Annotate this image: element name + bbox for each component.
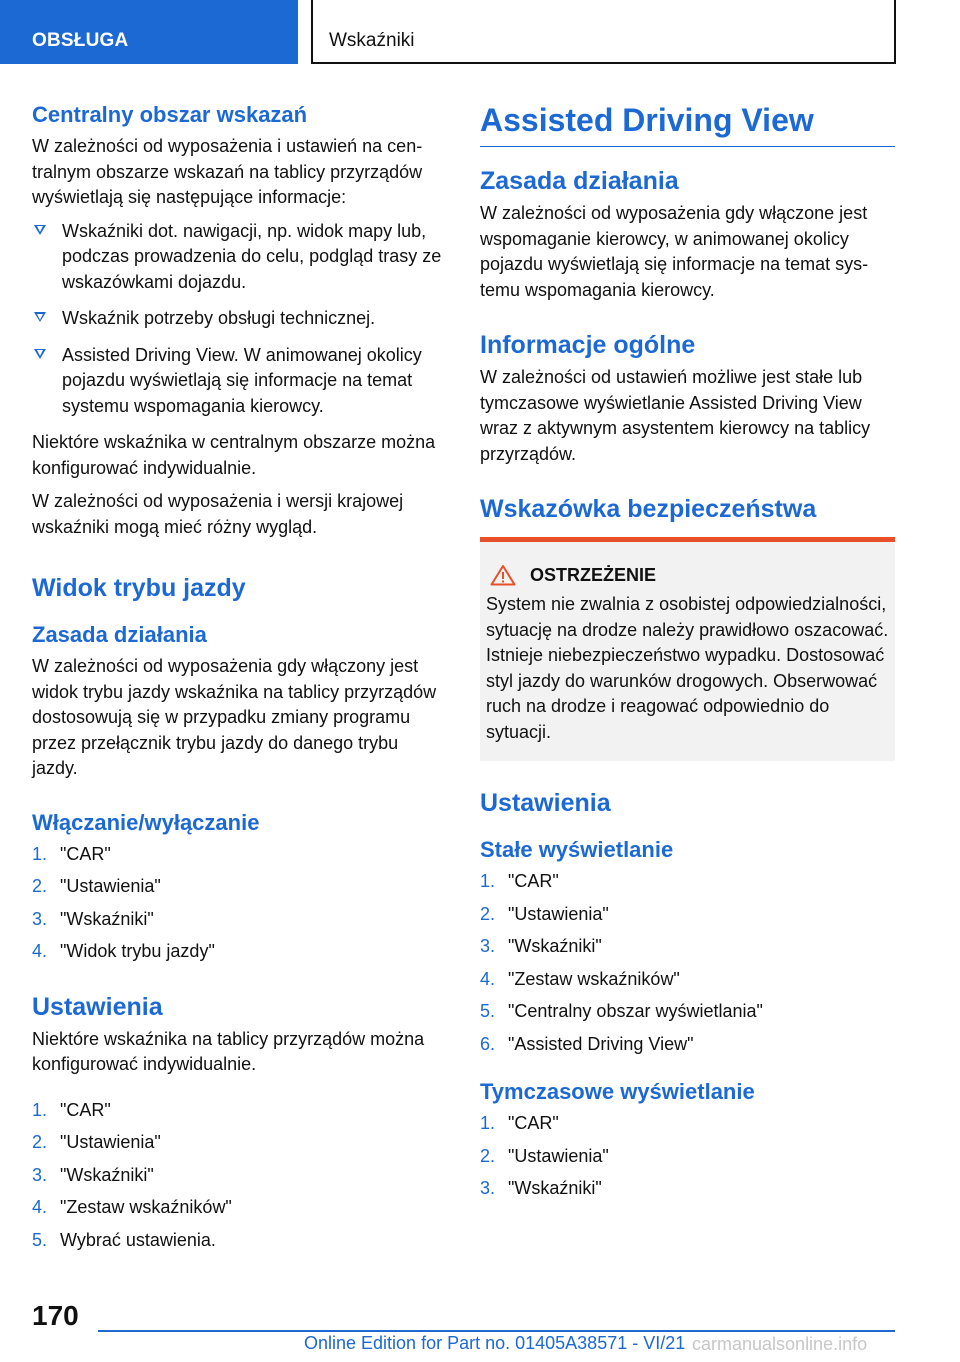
list-item: 2. "Ustawienia" (32, 1132, 161, 1152)
warning-title (486, 562, 889, 588)
principle-heading: Zasada działania (480, 167, 679, 195)
settings-text: Niektóre wskaźnika na tablicy przyrządów można konfigurować indywidualnie. (32, 1028, 425, 1074)
onoff-steps (32, 842, 442, 965)
list-item: 1. "CAR" (32, 843, 111, 864)
list-item: 4. "Zestaw wskaźników" (480, 968, 680, 989)
list-item: 2. "Ustawienia" (480, 903, 609, 924)
central-display-bullets (32, 219, 442, 420)
list-item: 4. "Zestaw wskaźników" (32, 1197, 232, 1217)
warning-text: System nie zwalnia z osobistej odpowiedzialności, sytuację na drodze należy prawidłowo oszacować. Istnieje niebezpieczeństwo wypadku. Dostosować styl jazdy do warunków drogowych. Obserwować ruch na drodze i reagować odpowiednio do sytuacji. (486, 594, 889, 742)
central-display-heading: Centralny obszar wskazań (32, 102, 308, 127)
section-tab (0, 0, 298, 64)
right-column (480, 100, 895, 1210)
warning-triangle-icon (490, 564, 516, 586)
temporary-display-heading: Tymczasowe wyświetlanie (480, 1079, 755, 1104)
left-column (32, 100, 442, 1261)
list-item: 2. "Ustawienia" (480, 1145, 609, 1166)
drive-mode-heading: Widok trybu jazdy (32, 574, 246, 602)
chapter-title: Wskaźniki (329, 30, 415, 51)
paragraph: Niektóre wskaźnika w centralnym obszarze można konfigurować indywidualnie. (32, 432, 436, 478)
list-item: Assisted Driving View. W animowanej okolicy pojazdu wyświetlają się informacje na temat systemu wspomagania kierowcy. (32, 343, 442, 420)
general-info-heading: Informacje ogólne (480, 331, 696, 359)
section-title: OBSŁUGA (32, 30, 129, 51)
safety-heading: Wskazówka bezpieczeństwa (480, 495, 817, 523)
temporary-display-steps (480, 1111, 895, 1202)
list-item: 6. "Assisted Driving View" (480, 1033, 694, 1054)
general-info-text: W zależności od ustawień możliwe jest stałe lub tymczasowe wyświetlanie Assisted Driving View wraz z aktywnym asystentem kierowcy na tablicy przyrządów. (480, 367, 871, 464)
list-item: 5. "Centralny obszar wyświetlania" (480, 1001, 763, 1021)
list-item: 3. "Wskaźniki" (32, 908, 154, 929)
list-item: 3. "Wskaźniki" (480, 1178, 602, 1198)
triangle-bullet-icon (34, 312, 46, 322)
list-item: 3. "Wskaźniki" (480, 936, 602, 956)
list-item: 3. "Wskaźniki" (32, 1164, 154, 1185)
principle-heading: Zasada działania (32, 622, 207, 647)
central-display-intro: W zależności od wyposażenia i ustawień na centralnym obszarze wskazań na tablicy przyrządów wyświetlają się następujące informacje: (32, 136, 423, 207)
assisted-driving-view-heading: Assisted Driving View (480, 100, 895, 147)
list-item: 1. "CAR" (32, 1099, 111, 1120)
list-item: 2. "Ustawienia" (32, 876, 161, 896)
principle-text: W zależności od wyposażenia gdy włączony jest widok trybu jazdy wskaźnika na tablicy przyrządów dostosowują się w przypadku zmiany programu przez przełącznik trybu jazdy do danego trybu jazdy. (32, 656, 437, 778)
warning-label: OSTRZEŻENIE (530, 565, 657, 585)
list-item: Wskaźniki dot. nawigacji, np. widok mapy lub, podczas prowadzenia do celu, podgląd trasy ze wskazówkami dojazdu. (32, 219, 442, 296)
chapter-tab (311, 0, 896, 64)
list-item: 4. "Widok trybu jazdy" (32, 941, 215, 961)
permanent-display-heading: Stałe wyświetlanie (480, 837, 674, 862)
list-item: 5. Wybrać ustawienia. (32, 1229, 216, 1250)
permanent-display-steps (480, 869, 895, 1057)
settings-heading: Ustawienia (480, 789, 611, 817)
footer-divider (98, 1330, 895, 1332)
principle-text: W zależności od wyposażenia gdy włączone jest wspomaganie kierowcy, w animowanej okolicy pojazdu wyświetlają się informacje na temat systemu wspomagania kierowcy. (480, 203, 869, 300)
list-item: 1. "CAR" (480, 1113, 559, 1133)
triangle-bullet-icon (34, 225, 46, 235)
paragraph: W zależności od wyposażenia i wersji krajowej wskaźniki mogą mieć różny wygląd. (32, 491, 404, 537)
watermark: carmanualsonline.info (692, 1334, 868, 1354)
settings-steps (32, 1098, 442, 1254)
list-item: 1. "CAR" (480, 871, 559, 891)
edition-note: Online Edition for Part no. 01405A38571 - VI/21 (304, 1333, 686, 1353)
warning-box (480, 537, 895, 761)
onoff-heading: Włączanie/wyłączanie (32, 809, 260, 835)
triangle-bullet-icon (34, 349, 46, 359)
settings-heading: Ustawienia (32, 992, 163, 1021)
page-number: 170 (32, 1300, 79, 1331)
list-item: Wskaźnik potrzeby obsługi technicznej. (32, 306, 442, 332)
